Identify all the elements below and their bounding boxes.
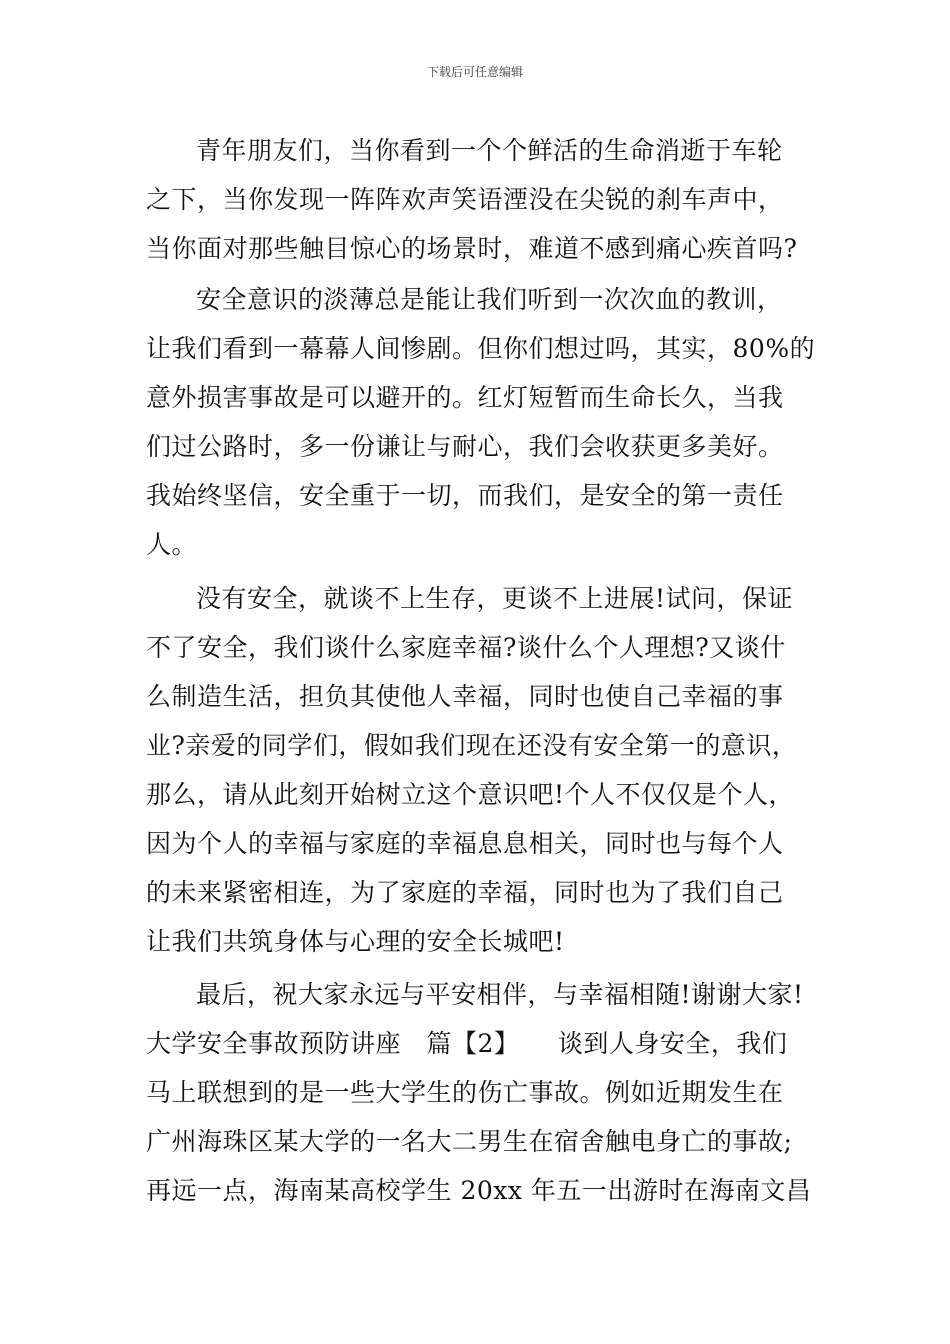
- text-line: 再远一点，海南某高校学生 20xx 年五一出游时在海南文昌: [146, 1176, 812, 1205]
- text-line: 的未来紧密相连，为了家庭的幸福，同时也为了我们自己: [146, 878, 784, 907]
- text-line: 那么，请从此刻开始树立这个意识吧!个人不仅仅是个人，: [146, 780, 795, 809]
- text-line: 我始终坚信，安全重于一切，而我们，是安全的第一责任: [146, 481, 784, 510]
- text-line: 当你面对那些触目惊心的场景时，难道不感到痛心疾首吗?: [146, 234, 798, 263]
- text-line: 安全意识的淡薄总是能让我们听到一次次血的教训，: [196, 285, 783, 314]
- text-line: 大学安全事故预防讲座 篇【2】 谈到人身安全，我们: [146, 1029, 788, 1058]
- text-line: 不了安全，我们谈什么家庭幸福?谈什么个人理想?又谈什: [146, 633, 786, 662]
- text-line: 广州海珠区某大学的一名大二男生在宿舍触电身亡的事故;: [146, 1127, 793, 1156]
- text-line: 青年朋友们，当你看到一个个鲜活的生命消逝于车轮: [196, 136, 783, 165]
- text-line: 让我们看到一幕幕人间惨剧。但你们想过吗，其实，80%的: [146, 334, 816, 363]
- text-line: 们过公路时，多一份谦让与耐心，我们会收获更多美好。: [146, 432, 784, 461]
- text-line: 业?亲爱的同学们，假如我们现在还没有安全第一的意识，: [146, 731, 798, 760]
- text-line: 让我们共筑身体与心理的安全长城吧!: [146, 927, 565, 956]
- page-header-note: 下载后可任意编辑: [426, 65, 523, 79]
- text-line: 之下，当你发现一阵阵欢声笑语湮没在尖锐的刹车声中，: [146, 185, 784, 214]
- text-line: 意外损害事故是可以避开的。红灯短暂而生命长久，当我: [146, 383, 784, 412]
- text-line: 么制造生活，担负其使他人幸福，同时也使自己幸福的事: [146, 682, 784, 711]
- text-line: 因为个人的幸福与家庭的幸福息息相关，同时也与每个人: [146, 829, 784, 858]
- text-line: 最后，祝大家永远与平安相伴，与幸福相随!谢谢大家!: [196, 980, 804, 1009]
- text-line: 马上联想到的是一些大学生的伤亡事故。例如近期发生在: [146, 1078, 784, 1107]
- text-line: 没有安全，就谈不上生存，更谈不上进展!试问，保证: [196, 584, 794, 613]
- text-line: 人。: [146, 530, 198, 559]
